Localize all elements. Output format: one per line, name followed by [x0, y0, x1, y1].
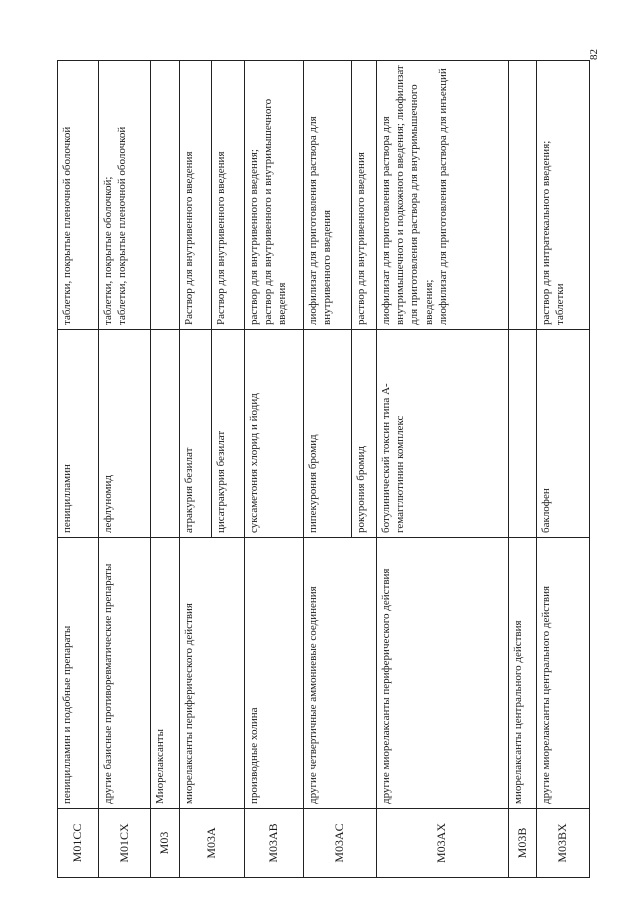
- dosage-form-line: раствор для интратекального введения;: [540, 140, 553, 325]
- atc-code: M03AC: [303, 809, 376, 878]
- dosage-form: Раствор для внутривенного введения: [179, 61, 211, 330]
- dosage-form: [537, 61, 590, 330]
- table-row: [98, 61, 151, 878]
- group-name: миорелаксанты центрального действия: [508, 538, 536, 809]
- atc-code: M01CC: [58, 809, 99, 878]
- dosage-form: Раствор для внутривенного введения: [212, 61, 244, 330]
- table-row: [151, 61, 179, 878]
- table-row: [303, 61, 352, 878]
- table-row: [179, 61, 211, 878]
- dosage-form: раствор для внутривенного введения: [352, 61, 376, 330]
- drug-name: атракурия безилат: [179, 330, 211, 538]
- table-row: [58, 61, 99, 878]
- atc-code: M01CX: [98, 809, 151, 878]
- group-name: Миорелаксанты: [151, 538, 179, 809]
- atc-code: M03BX: [537, 809, 590, 878]
- rotated-table-container: [57, 61, 590, 878]
- dosage-form-line: лиофилизат для приготовления раствора для инъекций: [436, 68, 449, 325]
- group-name: пеницилламин и подобные препараты: [58, 538, 99, 809]
- page-number: 82: [588, 49, 600, 60]
- drug-name: [151, 330, 179, 538]
- dosage-form: [244, 61, 303, 330]
- table-row: [537, 61, 590, 878]
- dosage-form: [151, 61, 179, 330]
- drug-name: рокурония бромид: [352, 330, 376, 538]
- drug-name: лефлуномид: [98, 330, 151, 538]
- dosage-form: таблетки, покрытые пленочной оболочкой: [58, 61, 99, 330]
- drug-name: цисатракурия безилат: [212, 330, 244, 538]
- dosage-form: [376, 61, 508, 330]
- dosage-form: [98, 61, 151, 330]
- atc-code: M03A: [179, 809, 244, 878]
- group-name: миорелаксанты периферического действия: [179, 538, 244, 809]
- table-row: [376, 61, 508, 878]
- atc-code: M03AX: [376, 809, 508, 878]
- dosage-form: [508, 61, 536, 330]
- group-name: другие базисные противоревматические препараты: [98, 538, 151, 809]
- dosage-form-line: лиофилизат для приготовления раствора для внутримышечного и подкожного введения; лиофилизат для приготовления раствора для внутримышечного введения;: [379, 65, 435, 325]
- drug-name: ботулинический токсин типа А-гемагглютинин комплекс: [376, 330, 508, 538]
- group-name: другие миорелаксанты центрального действия: [537, 538, 590, 809]
- dosage-form: лиофилизат для приготовления раствора для внутривенного введения: [303, 61, 352, 330]
- dosage-form-line: раствор для внутривенного и внутримышечного введения: [262, 98, 289, 325]
- group-name: производные холина: [244, 538, 303, 809]
- table-row: [244, 61, 303, 878]
- drug-name: суксаметония хлорид и йодид: [244, 330, 303, 538]
- drug-name: пеницилламин: [58, 330, 99, 538]
- drug-name: пипекурония бромид: [303, 330, 352, 538]
- drug-classification-table: [57, 60, 590, 878]
- dosage-form-line: таблетки: [554, 283, 567, 325]
- atc-code: M03B: [508, 809, 536, 878]
- drug-name: баклофен: [537, 330, 590, 538]
- dosage-form-line: раствор для внутривенного введения;: [247, 149, 260, 325]
- dosage-form-line: таблетки, покрытые пленочной оболочкой: [115, 126, 128, 325]
- group-name: другие миорелаксанты периферического действия: [376, 538, 508, 809]
- dosage-form-line: таблетки, покрытые оболочкой;: [101, 176, 114, 325]
- drug-name: [508, 330, 536, 538]
- atc-code: M03AB: [244, 809, 303, 878]
- table-row: [508, 61, 536, 878]
- group-name: другие четвертичные аммониевые соединения: [303, 538, 376, 809]
- atc-code: M03: [151, 809, 179, 878]
